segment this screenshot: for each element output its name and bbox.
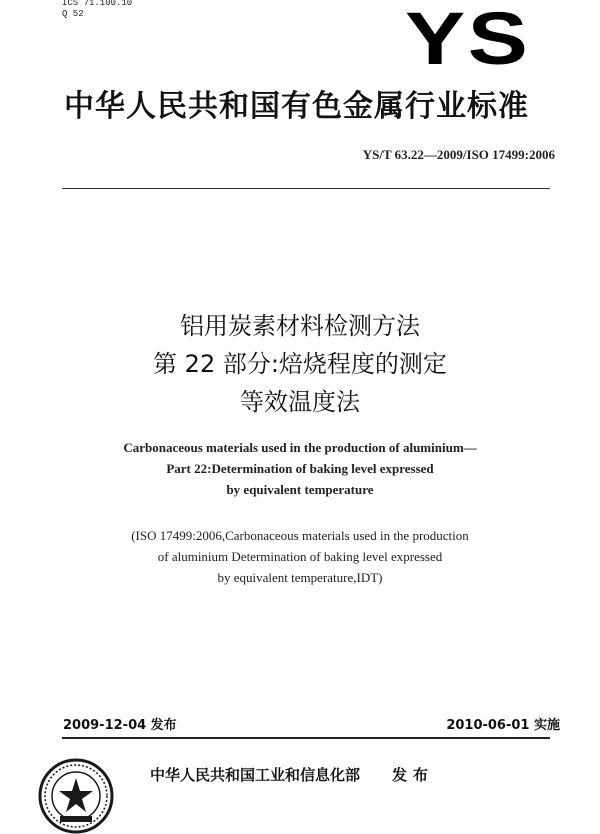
iso-reference bbox=[0, 525, 600, 588]
chinese-title-line-3: 等效温度法 bbox=[240, 388, 360, 416]
english-title-line-2: Part 22:Determination of baking level expressed bbox=[166, 461, 434, 476]
english-title-line-3: by equivalent temperature bbox=[226, 482, 374, 497]
bottom-divider bbox=[62, 737, 550, 739]
chinese-title-line-1: 铝用炭素材料检测方法 bbox=[180, 312, 420, 340]
ministry-seal-icon bbox=[38, 758, 114, 834]
organization-title: 中华人民共和国有色金属行业标准 bbox=[64, 89, 529, 124]
iso-reference-line-3: by equivalent temperature,IDT) bbox=[217, 570, 383, 585]
issuing-authority bbox=[150, 764, 434, 785]
ics-code: ICS 71.100.10 bbox=[62, 0, 133, 8]
issuer-name: 中华人民共和国工业和信息化部 bbox=[150, 766, 361, 784]
classification-codes bbox=[62, 0, 132, 20]
ys-logo: YS bbox=[405, 0, 531, 80]
chinese-title bbox=[0, 307, 600, 421]
standard-number: YS/T 63.22—2009/ISO 17499:2006 bbox=[362, 147, 555, 162]
top-divider bbox=[62, 188, 550, 189]
ccs-code: Q 52 bbox=[62, 9, 84, 19]
publish-label: 发布 bbox=[392, 766, 435, 784]
english-title-line-1: Carbonaceous materials used in the production of aluminium— bbox=[123, 440, 477, 455]
chinese-title-line-2: 第 22 部分:焙烧程度的测定 bbox=[153, 350, 447, 378]
iso-reference-line-1: (ISO 17499:2006,Carbonaceous materials used in the production bbox=[131, 528, 469, 543]
implementation-date: 2010-06-01 实施 bbox=[446, 718, 560, 733]
english-title bbox=[0, 437, 600, 500]
issue-date: 2009-12-04 发布 bbox=[63, 718, 177, 733]
iso-reference-line-2: of aluminium Determination of baking level expressed bbox=[157, 549, 443, 564]
